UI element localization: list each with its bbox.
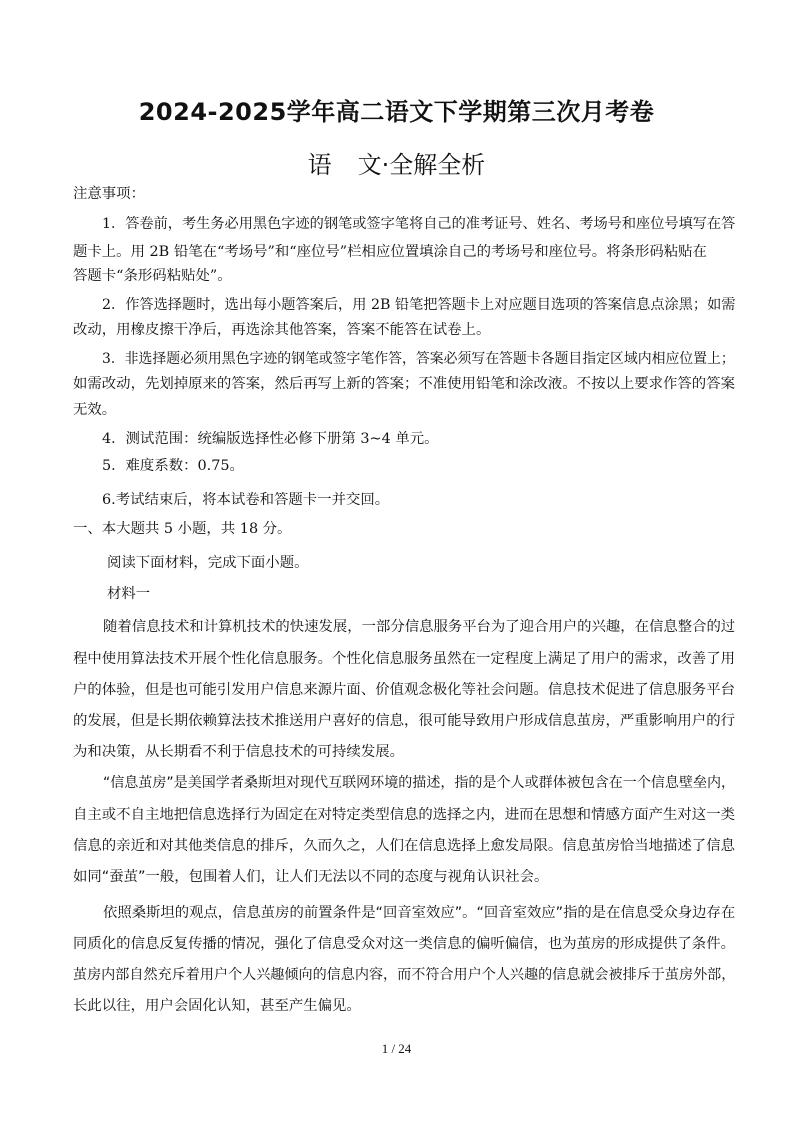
subtitle-part2: 文·全解全析 xyxy=(357,151,486,179)
notice-line: 改动，用橡皮擦干净后，再选涂其他答案，答案不能答在试卷上。 xyxy=(73,322,491,338)
document-title: 2024-2025学年高二语文下学期第三次月考卷 xyxy=(138,98,655,126)
section-heading: 一、本大题共 5 小题，共 18 分。 xyxy=(73,521,292,537)
body-line: 同质化的信息反复传播的情况，强化了信息受众对这一类信息的偏听偏信，也为茧房的形成提供了条件。 xyxy=(73,936,735,952)
notice-line: 3．非选择题必须用黑色字迹的钢笔或签字笔作答，答案必须写在答题卡各题目指定区域内相应位置上； xyxy=(102,351,735,367)
body-line: “信息茧房”是美国学者桑斯坦对现代互联网环境的描述，指的是个人或群体被包含在一个信息壁垒内， xyxy=(103,775,736,791)
section-instruction: 阅读下面材料，完成下面小题。 xyxy=(107,555,309,571)
notice-line: 5．难度系数：0.75。 xyxy=(102,458,244,474)
notice-line: 如需改动，先划掉原来的答案，然后再写上新的答案；不准使用铅笔和涂改液。不按以上要求作答的答案 xyxy=(73,376,735,392)
body-line: 信息的亲近和对其他类信息的排斥，久而久之，人们在信息选择上愈发局限。信息茧房恰当地描述了信息 xyxy=(73,838,735,854)
body-line: 茧房内部自然充斥着用户个人兴趣倾向的信息内容，而不符合用户个人兴趣的信息就会被排斥于茧房外部， xyxy=(73,967,736,983)
notice-line: 4．测试范围：统编版选择性必修下册第 3~4 单元。 xyxy=(102,431,439,447)
notice-line: 1．答卷前，考生务必用黑色字迹的钢笔或签字笔将自己的准考证号、姓名、考场号和座位号填写在答 xyxy=(102,216,736,232)
body-line: 户的体验，但是也可能引发用户信息来源片面、价值观念极化等社会问题。信息技术促进了信息服务平台 xyxy=(73,682,735,698)
document-subtitle xyxy=(0,145,793,180)
subtitle-part1: 语 xyxy=(307,151,332,179)
body-line: 自主或不自主地把信息选择行为固定在对特定类型信息的选择之内，进而在思想和情感方面产生对这一类 xyxy=(73,807,735,823)
body-line: 如同“蚕茧”一般，包围着人们，让人们无法以不同的态度与视角认识社会。 xyxy=(73,869,549,885)
body-line: 依照桑斯坦的观点，信息茧房的前置条件是“回音室效应”。“回音室效应”指的是在信息受众身边存在 xyxy=(103,905,736,921)
notice-heading: 注意事项： xyxy=(73,186,145,202)
page-number: 1 / 24 xyxy=(381,1041,412,1056)
notice-line: 6.考试结束后，将本试卷和答题卡一并交回。 xyxy=(102,492,390,508)
body-line: 的发展，但是长期依赖算法技术推送用户喜好的信息，很可能导致用户形成信息茧房，严重影响用户的行 xyxy=(73,713,735,729)
notice-line: 2．作答选择题时，选出每小题答案后，用 2B 铅笔把答题卡上对应题目选项的答案信息点涂黑；如需 xyxy=(102,297,736,313)
notice-line: 题卡上。用 2B 铅笔在“考场号”和“座位号”栏相应位置填涂自己的考场号和座位号。将条形码粘贴在 xyxy=(73,244,707,260)
notice-line: 无效。 xyxy=(73,402,117,418)
body-line: 随着信息技术和计算机技术的快速发展，一部分信息服务平台为了迎合用户的兴趣，在信息整合的过 xyxy=(103,619,736,635)
body-line: 为和决策，从长期看不利于信息技术的可持续发展。 xyxy=(73,744,404,760)
notice-line: 答题卡“条形码粘贴处”。 xyxy=(73,268,232,284)
body-line: 程中使用算法技术开展个性化信息服务。个性化信息服务虽然在一定程度上满足了用户的需求，改善了用 xyxy=(73,651,735,667)
body-line: 长此以往，用户会固化认知，甚至产生偏见。 xyxy=(73,998,361,1014)
material-label: 材料一 xyxy=(107,586,151,602)
